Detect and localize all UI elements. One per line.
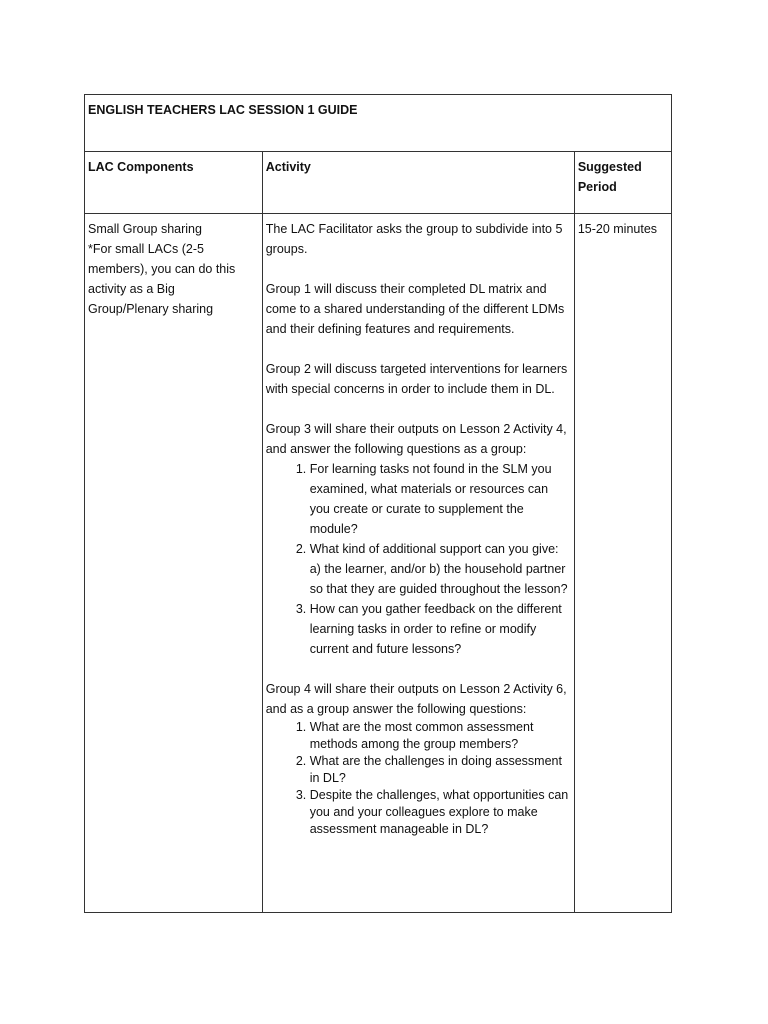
component-name: Small Group sharing: [88, 222, 202, 236]
list-item: 3. How can you gather feedback on the different learning tasks in order to refine or modify current and future lessons?: [310, 599, 571, 659]
header-row: [85, 152, 672, 214]
list-item: 1. What are the most common assessment methods among the group members?: [310, 719, 571, 753]
group3-intro: Group 3 will share their outputs on Lesson 2 Activity 4, and answer the following questions as a group:: [265, 422, 567, 456]
content-row: [85, 214, 672, 913]
list-item: 2. What kind of additional support can you give: a) the learner, and/or b) the household partner so that they are guided throughout the lesson?: [310, 539, 571, 599]
facilitator-instruction: The LAC Facilitator asks the group to subdivide into 5 groups.: [265, 222, 563, 256]
list-item: 2. What are the challenges in doing assessment in DL?: [310, 753, 571, 787]
list-item: 1. For learning tasks not found in the SLM you examined, what materials or resources can you create or curate to supplement the module?: [310, 459, 571, 539]
components-cell: [85, 214, 263, 913]
lac-guide-table: [84, 94, 672, 913]
group1-text: Group 1 will discuss their completed DL matrix and come to a shared understanding of the different LDMs and their defining features and requirements.: [265, 282, 565, 336]
activity-cell: [262, 214, 574, 913]
period-cell: 15-20 minutes: [574, 214, 671, 913]
component-note: *For small LACs (2-5 members), you can do this activity as a Big Group/Plenary sharing: [88, 242, 236, 316]
header-activity: Activity: [262, 152, 574, 214]
header-components: LAC Components: [85, 152, 263, 214]
group4-questions: [266, 719, 571, 838]
list-item: 3. Despite the challenges, what opportunities can you and your colleagues explore to make assessment manageable in DL?: [310, 787, 571, 838]
title-row: [85, 95, 672, 152]
header-period: Suggested Period: [574, 152, 671, 214]
spacer: [266, 659, 571, 679]
guide-title: ENGLISH TEACHERS LAC SESSION 1 GUIDE: [85, 95, 672, 152]
group3-questions: [266, 459, 571, 659]
group4-intro: Group 4 will share their outputs on Lesson 2 Activity 6, and as a group answer the following questions:: [265, 682, 567, 716]
group2-text: Group 2 will discuss targeted interventions for learners with special concerns in order to include them in DL.: [265, 362, 568, 396]
